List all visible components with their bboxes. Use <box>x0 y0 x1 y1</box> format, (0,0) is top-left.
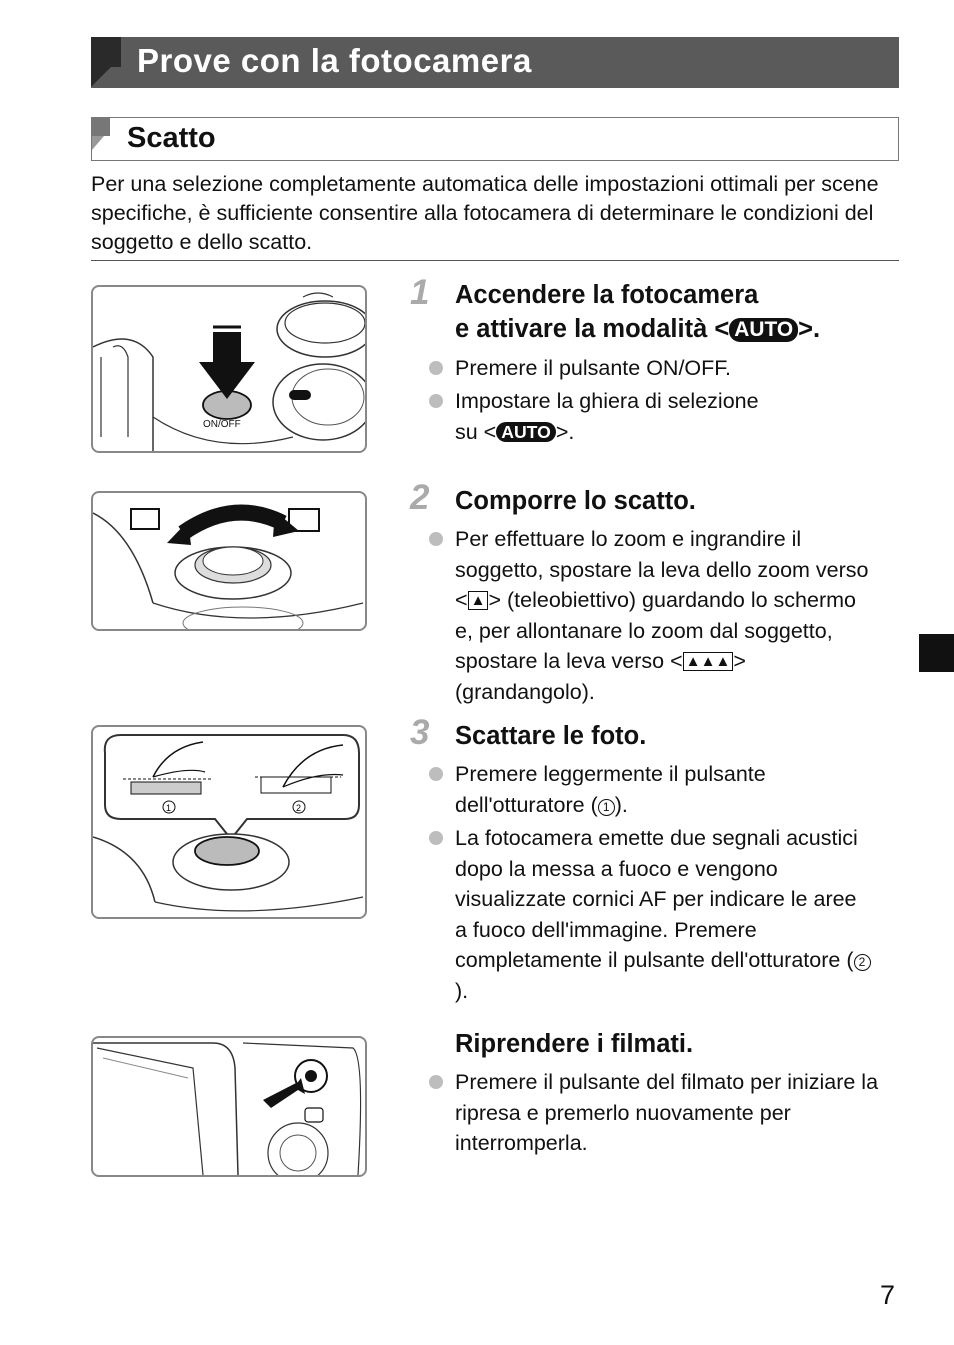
on-off-label: ON/OFF <box>203 419 241 430</box>
wide-angle-icon: ▲▲▲ <box>683 652 734 671</box>
section-title: Scatto <box>127 122 216 154</box>
page-title: Prove con la fotocamera <box>137 42 532 79</box>
bullet-icon <box>429 1075 443 1089</box>
step-heading-1-line1: Accendere la fotocamera <box>455 281 759 309</box>
bullet-icon <box>429 767 443 781</box>
step-heading-1-line2: e attivare la modalità < <box>455 315 730 343</box>
auto-mode-icon: AUTO <box>496 422 556 442</box>
movie-heading: Riprendere i filmati. <box>455 1030 694 1058</box>
figure-label-2: 2 <box>296 803 302 813</box>
step-2-bullet-1: Per effettuare lo zoom e ingrandire il soggetto, spostare la leva dello zoom verso < ▲ > (teleobiettivo) guardando lo schermo e, per allontanare lo zoom dal soggetto, spostare la leva verso < ▲▲▲ > (grandangolo). <box>429 524 879 707</box>
page-number: 7 <box>880 1280 896 1310</box>
step-number-1: 1 <box>410 273 430 312</box>
zoom-lever-illustration <box>93 493 365 629</box>
step-3-bullet-1: Premere leggermente il pulsante dell'otturatore ( 1 ). <box>429 759 809 820</box>
telephoto-icon: ▲ <box>468 591 489 610</box>
movie-bullet-1: Premere il pulsante del filmato per iniziare la ripresa e premerlo nuovamente per interromperla. <box>429 1067 899 1159</box>
step-number-3: 3 <box>410 713 430 752</box>
figure-power-button <box>91 285 367 453</box>
figure-label-1: 1 <box>166 803 172 813</box>
circle-2-icon: 2 <box>854 954 871 971</box>
step-1-bullet-2: Impostare la ghiera di selezione su < AUTO >. <box>429 386 899 447</box>
step-heading-1-end: >. <box>798 315 821 343</box>
movie-button-illustration <box>93 1038 365 1175</box>
section-triangle-icon <box>92 136 104 150</box>
step-heading-2: Comporre lo scatto. <box>455 487 696 515</box>
bullet-icon <box>429 394 443 408</box>
figure-movie-button <box>91 1036 367 1177</box>
figure-zoom-lever <box>91 491 367 631</box>
shutter-button-illustration <box>93 727 365 917</box>
step-3-bullet-2: La fotocamera emette due segnali acustici dopo la messa a fuoco e vengono visualizzate cornici AF per indicare le aree a fuoco dell'immagine. Premere completamente il pulsante dell'otturatore ( 2). <box>429 823 874 1006</box>
step-heading-3: Scattare le foto. <box>455 722 647 750</box>
bullet-icon <box>429 361 443 375</box>
intro-paragraph: Per una selezione completamente automatica delle impostazioni ottimali per scene specifiche, è sufficiente consentire alla fotocamera di determinare le condizioni del soggetto e dello scatto. <box>91 172 879 254</box>
section-bar <box>91 117 899 161</box>
title-square-icon <box>91 37 121 67</box>
auto-mode-icon: AUTO <box>729 318 798 342</box>
title-triangle-icon <box>91 67 111 87</box>
step-number-2: 2 <box>410 478 430 517</box>
step-1-bullet-1: Premere il pulsante ON/OFF. <box>429 353 899 384</box>
chapter-tab <box>919 634 954 672</box>
step-heading-1 <box>455 278 820 346</box>
section-square-icon <box>92 118 110 136</box>
circle-1-icon: 1 <box>598 799 615 816</box>
divider <box>91 260 899 261</box>
power-button-illustration <box>93 287 365 451</box>
bullet-icon <box>429 532 443 546</box>
figure-shutter-button <box>91 725 367 919</box>
bullet-icon <box>429 831 443 845</box>
chapter-title-bar <box>91 37 899 88</box>
